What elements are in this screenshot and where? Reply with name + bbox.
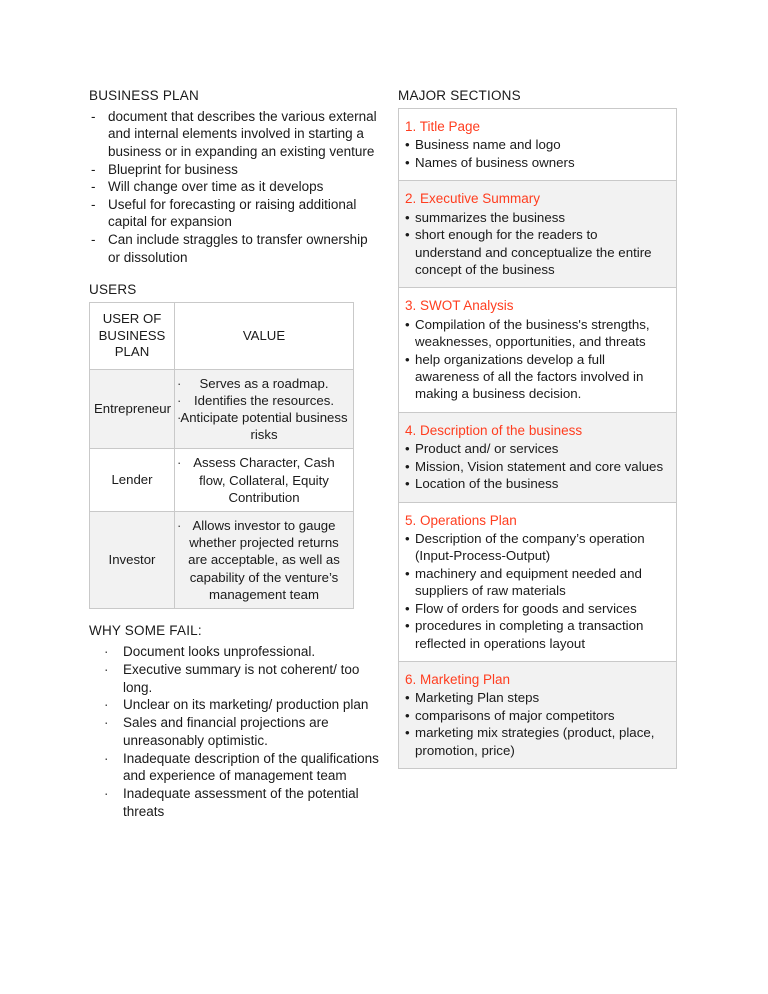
- bullet-icon: •: [405, 725, 410, 741]
- major-section-list: [405, 136, 667, 171]
- major-section-list: [405, 689, 667, 759]
- right-column: [398, 88, 679, 769]
- major-section-row: [399, 662, 676, 768]
- list-item-text: Blueprint for business: [108, 161, 238, 177]
- dot-bullet-icon: ·: [104, 661, 109, 677]
- list-item-text: short enough for the readers to understand and conceptualize the entire concept of the business: [415, 227, 652, 277]
- list-item-text: Names of business owners: [415, 154, 575, 170]
- list-item-text: Flow of orders for goods and services: [415, 600, 637, 616]
- major-section-row: [399, 109, 676, 181]
- dash-bullet-icon: -: [91, 179, 96, 195]
- users-block: [89, 282, 381, 609]
- list-item-text: comparisons of major competitors: [415, 707, 615, 723]
- list-item-text: document that describes the various external and internal elements involved in starting a business or in expanding an existing venture: [108, 108, 377, 160]
- bullet-icon: •: [405, 441, 410, 457]
- list-item-text: help organizations develop a full awareness of all the factors involved in making a business decision.: [415, 351, 644, 402]
- value-list-item-text: Serves as a roadmap.: [199, 375, 329, 391]
- list-item-text: Inadequate assessment of the potential threats: [123, 786, 359, 820]
- list-item: [89, 161, 381, 179]
- list-item-text: Description of the company’s operation (Input-Process-Output): [415, 531, 645, 564]
- list-item: [405, 316, 667, 351]
- bullet-icon: •: [405, 154, 410, 170]
- value-list-item-text: Assess Character, Cash flow, Collateral, Equity Contribution: [193, 455, 335, 505]
- list-item: [89, 643, 381, 661]
- column-header-user: USER OF BUSINESS PLAN: [90, 303, 175, 370]
- major-section-list: [405, 530, 667, 652]
- dash-bullet-icon: -: [91, 161, 96, 177]
- dot-bullet-icon: ·: [177, 375, 182, 391]
- list-item: [89, 231, 381, 266]
- major-section-title: 2. Executive Summary: [405, 191, 541, 207]
- table-header-row: [90, 303, 354, 370]
- list-item-text: Will change over time as it develops: [108, 179, 324, 195]
- dot-bullet-icon: ·: [104, 715, 109, 731]
- list-item-text: Compilation of the business's strengths, weaknesses, opportunities, and threats: [415, 316, 650, 350]
- dot-bullet-icon: ·: [177, 518, 182, 534]
- major-section-title: 6. Marketing Plan: [405, 671, 511, 687]
- bullet-icon: •: [405, 618, 410, 634]
- list-item-text: Marketing Plan steps: [415, 690, 540, 706]
- list-item: [405, 351, 667, 403]
- list-item-text: Sales and financial projections are unreasonably optimistic.: [123, 715, 329, 748]
- business-plan-heading: BUSINESS PLAN: [89, 88, 199, 103]
- list-item-text: procedures in completing a transaction reflected in operations layout: [415, 618, 644, 651]
- value-list-item-text: Allows investor to gauge whether projected returns are acceptable, as well as capability of the venture’s management team: [188, 518, 340, 602]
- list-item: [405, 458, 667, 475]
- bullet-icon: •: [405, 531, 410, 547]
- list-item: [89, 714, 381, 750]
- dash-bullet-icon: -: [91, 196, 96, 212]
- table-cell-value: [175, 512, 354, 609]
- bullet-icon: •: [405, 209, 410, 225]
- value-list-item: [179, 517, 349, 603]
- bullet-icon: •: [405, 600, 410, 616]
- table-cell-user: Lender: [90, 449, 175, 512]
- value-list-item: [179, 375, 349, 392]
- major-section-row: [399, 503, 676, 662]
- major-section-list: [405, 209, 667, 279]
- users-heading: USERS: [89, 282, 137, 298]
- users-table-head: [90, 303, 354, 370]
- list-item-text: marketing mix strategies (product, place, promotion, price): [415, 725, 655, 758]
- list-item-text: Mission, Vision statement and core values: [415, 458, 664, 474]
- major-section-title: 3. SWOT Analysis: [405, 298, 514, 314]
- why-some-fail-block: [89, 623, 381, 821]
- bullet-icon: •: [405, 137, 410, 153]
- list-item-text: machinery and equipment needed and suppliers of raw materials: [415, 565, 642, 599]
- dash-bullet-icon: -: [91, 232, 96, 248]
- list-item-text: Document looks unprofessional.: [123, 643, 316, 659]
- list-item: [405, 209, 667, 226]
- list-item-text: Location of the business: [415, 476, 559, 492]
- list-item: [89, 178, 381, 196]
- dot-bullet-icon: ·: [177, 455, 182, 471]
- users-table-body: [90, 369, 354, 608]
- table-cell-user: Entrepreneur: [90, 369, 175, 449]
- bullet-icon: •: [405, 476, 410, 492]
- list-item: [405, 226, 667, 278]
- table-cell-user: Investor: [90, 512, 175, 609]
- list-item: [405, 530, 667, 565]
- list-item: [89, 750, 381, 786]
- value-list: [179, 375, 349, 444]
- dot-bullet-icon: ·: [104, 643, 109, 659]
- major-section-title: 1. Title Page: [405, 118, 481, 134]
- bullet-icon: •: [405, 227, 410, 243]
- dot-bullet-icon: ·: [104, 697, 109, 713]
- list-item: [89, 785, 381, 821]
- bullet-icon: •: [405, 565, 410, 581]
- major-section-row: [399, 413, 676, 503]
- list-item-text: summarizes the business: [415, 209, 566, 225]
- value-list-item: [179, 409, 349, 443]
- column-header-value: VALUE: [175, 303, 354, 370]
- bullet-icon: •: [405, 316, 410, 332]
- value-list: [179, 517, 349, 603]
- table-cell-value: [175, 369, 354, 449]
- bullet-icon: •: [405, 458, 410, 474]
- major-section-row: [399, 181, 676, 288]
- major-section-title: 5. Operations Plan: [405, 512, 517, 528]
- bullet-icon: •: [405, 707, 410, 723]
- list-item-text: Product and/ or services: [415, 441, 559, 457]
- list-item: [89, 661, 381, 697]
- why-some-fail-list: [89, 643, 381, 821]
- major-section-list: [405, 440, 667, 492]
- users-table: [89, 302, 354, 609]
- why-some-fail-heading: WHY SOME FAIL:: [89, 623, 202, 639]
- table-row: [90, 449, 354, 512]
- left-column: [89, 88, 381, 821]
- list-item-text: Unclear on its marketing/ production plan: [123, 697, 369, 713]
- value-list-item: [179, 454, 349, 506]
- list-item-text: Executive summary is not coherent/ too long.: [123, 661, 360, 695]
- list-item: [405, 617, 667, 652]
- bullet-icon: •: [405, 351, 410, 367]
- major-section-list: [405, 316, 667, 403]
- list-item-text: Useful for forecasting or raising additional capital for expansion: [108, 196, 357, 230]
- list-item: [405, 154, 667, 171]
- list-item: [89, 696, 381, 714]
- major-sections-box: [398, 108, 677, 769]
- major-sections-heading: MAJOR SECTIONS: [398, 88, 521, 103]
- value-list-item: [179, 392, 349, 409]
- list-item: [405, 600, 667, 617]
- business-plan-list: [89, 108, 381, 266]
- list-item: [89, 108, 381, 161]
- major-section-row: [399, 288, 676, 413]
- value-list: [179, 454, 349, 506]
- list-item: [89, 196, 381, 231]
- dash-bullet-icon: -: [91, 108, 96, 124]
- dot-bullet-icon: ·: [104, 750, 109, 766]
- dot-bullet-icon: ·: [177, 410, 182, 425]
- list-item: [405, 136, 667, 153]
- value-list-item-text: Anticipate potential business risks: [180, 410, 348, 443]
- list-item: [405, 707, 667, 724]
- list-item: [405, 565, 667, 600]
- bullet-icon: •: [405, 690, 410, 706]
- table-cell-value: [175, 449, 354, 512]
- value-list-item-text: Identifies the resources.: [193, 392, 334, 408]
- dot-bullet-icon: ·: [104, 786, 109, 802]
- list-item: [405, 475, 667, 492]
- list-item: [405, 689, 667, 706]
- list-item-text: Inadequate description of the qualifications and experience of management team: [123, 750, 379, 784]
- list-item: [405, 724, 667, 759]
- dot-bullet-icon: ·: [177, 392, 182, 408]
- table-row: [90, 369, 354, 449]
- list-item-text: Can include straggles to transfer ownership or dissolution: [108, 232, 368, 265]
- major-section-title: 4. Description of the business: [405, 422, 583, 438]
- list-item-text: Business name and logo: [415, 137, 561, 153]
- list-item: [405, 440, 667, 457]
- table-row: [90, 512, 354, 609]
